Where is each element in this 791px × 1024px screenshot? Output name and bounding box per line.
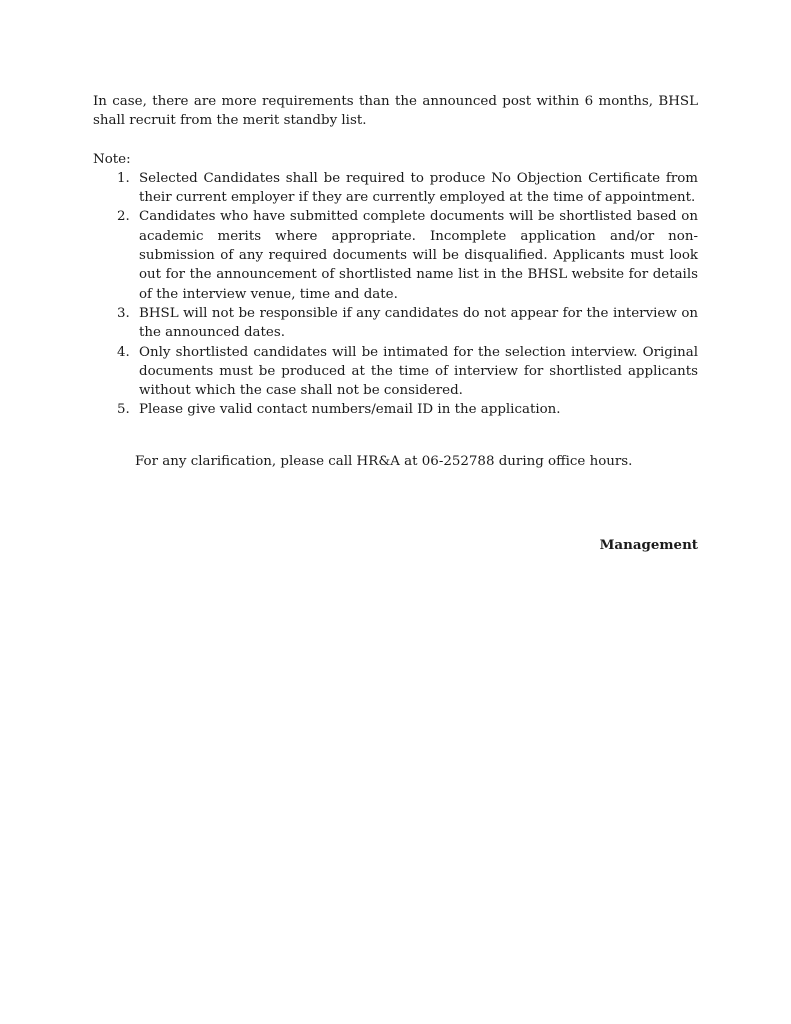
document-page bbox=[93, 92, 698, 555]
note-item-4: Only shortlisted candidates will be intimated for the selection interview. Original documents must be produced at the time of interview for shortlisted applicants without which the case shall not be considered. bbox=[139, 344, 698, 399]
note-label: Note: bbox=[93, 151, 131, 167]
clarification-paragraph: For any clarification, please call HR&A at 06-252788 during office hours. bbox=[135, 453, 633, 469]
notes-list bbox=[93, 169, 698, 420]
signoff: Management bbox=[599, 537, 698, 554]
intro-paragraph: In case, there are more requirements than the announced post within 6 months, BHSL shall recruit from the merit standby list. bbox=[93, 94, 698, 129]
note-item-1: Selected Candidates shall be required to produce No Objection Certificate from their current employer if they are currently employed at the time of appointment. bbox=[139, 170, 698, 206]
note-item-3: BHSL will not be responsible if any candidates do not appear for the interview on the announced dates. bbox=[139, 305, 698, 341]
note-item-2: Candidates who have submitted complete documents will be shortlisted based on academic merits where appropriate. Incomplete application and/or non-submission of any required documents will be disqualified. Applicants must look out for the announcement of shortlisted name list in the BHSL website for details of the interview venue, time and date. bbox=[139, 209, 698, 302]
note-item-5: Please give valid contact numbers/email ID in the application. bbox=[139, 402, 561, 418]
